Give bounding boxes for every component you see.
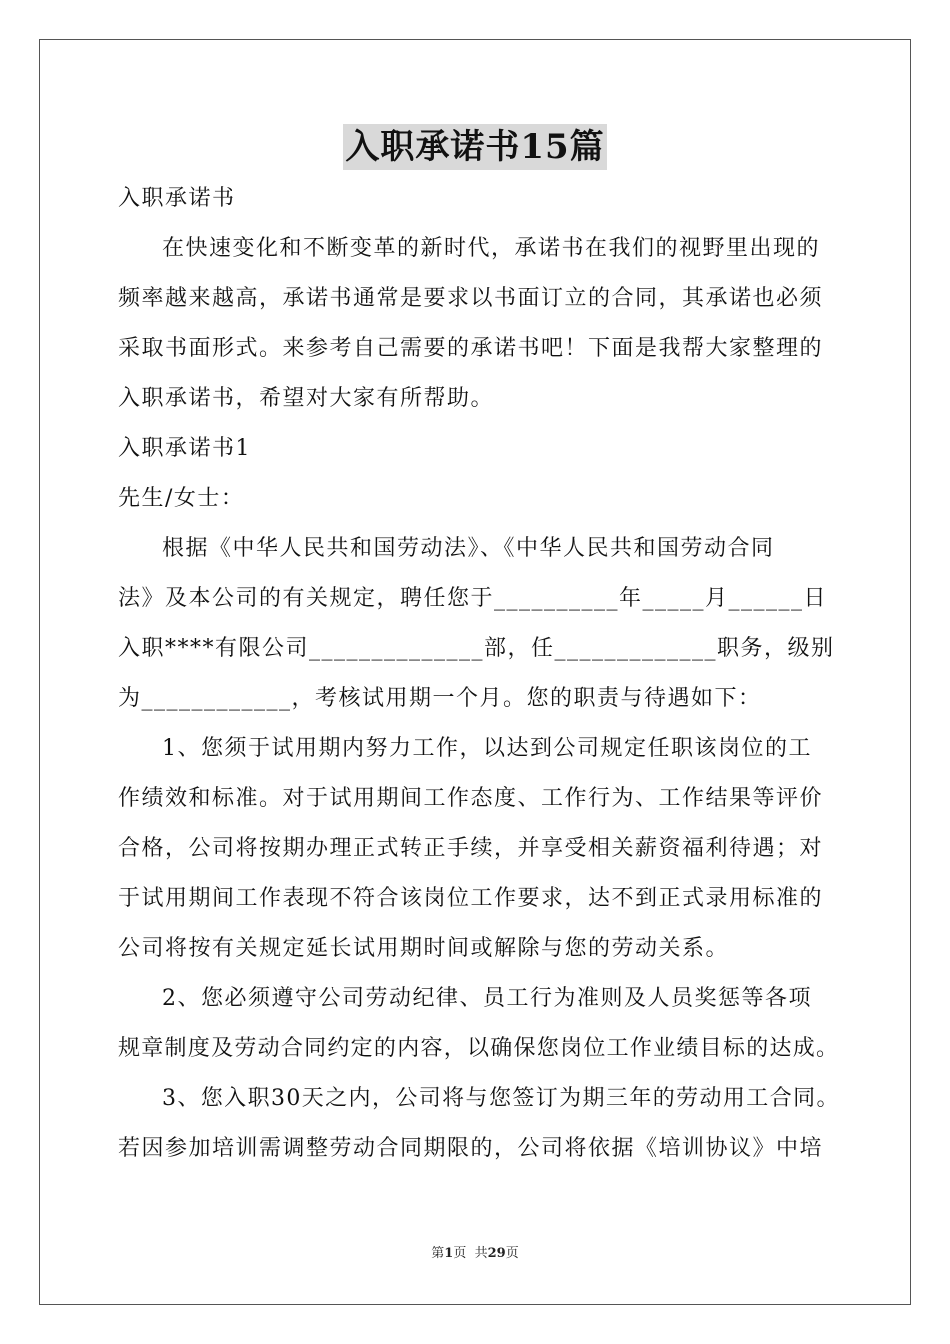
paragraph-line: 公司将按有关规定延长试用期时间或解除与您的劳动关系。	[118, 936, 730, 961]
paragraph-line: 3、您入职30天之内，公司将与您签订为期三年的劳动用工合同。	[162, 1086, 840, 1111]
page-footer	[0, 1245, 950, 1263]
paragraph-line: 入职****有限公司______________部，任_____________职务，级别	[118, 636, 835, 661]
paragraph-line: 若因参加培训需调整劳动合同期限的，公司将依据《培训协议》中培	[118, 1136, 824, 1161]
paragraph-line: 入职承诺书，希望对大家有所帮助。	[118, 386, 495, 411]
paragraph-line: 频率越来越高，承诺书通常是要求以书面订立的合同，其承诺也必须	[118, 286, 824, 311]
paragraph-line: 根据《中华人民共和国劳动法》、《中华人民共和国劳动合同	[162, 536, 775, 561]
paragraph-line: 1、您须于试用期内努力工作，以达到公司规定任职该岗位的工	[162, 736, 812, 761]
footer-prefix: 第	[431, 1246, 445, 1261]
heading-line: 入职承诺书	[118, 186, 236, 211]
salutation: 先生/女士：	[118, 486, 245, 511]
paragraph-line: 作绩效和标准。对于试用期间工作态度、工作行为、工作结果等评价	[118, 786, 824, 811]
paragraph-line: 在快速变化和不断变革的新时代，承诺书在我们的视野里出现的	[162, 236, 821, 261]
paragraph-line: 规章制度及劳动合同约定的内容，以确保您岗位工作业绩目标的达成。	[118, 1036, 840, 1061]
footer-current-page: 1	[444, 1246, 454, 1261]
footer-total-pages: 29	[487, 1246, 506, 1261]
document-title: 入职承诺书15篇	[343, 124, 606, 170]
footer-mid: 页 共	[453, 1246, 488, 1261]
title-wrap	[0, 124, 950, 170]
paragraph-line: 为____________，考核试用期一个月。您的职责与待遇如下：	[118, 686, 762, 711]
paragraph-line: 2、您必须遵守公司劳动纪律、员工行为准则及人员奖惩等各项	[162, 986, 812, 1011]
paragraph-line: 合格，公司将按期办理正式转正手续，并享受相关薪资福利待遇；对	[118, 836, 824, 861]
paragraph-line: 法》及本公司的有关规定，聘任您于__________年_____月______日	[118, 586, 828, 611]
page-border	[39, 39, 911, 1305]
section-heading: 入职承诺书1	[118, 436, 251, 461]
footer-suffix: 页	[505, 1246, 519, 1261]
paragraph-line: 于试用期间工作表现不符合该岗位工作要求，达不到正式录用标准的	[118, 886, 824, 911]
paragraph-line: 采取书面形式。来参考自己需要的承诺书吧！下面是我帮大家整理的	[118, 336, 824, 361]
